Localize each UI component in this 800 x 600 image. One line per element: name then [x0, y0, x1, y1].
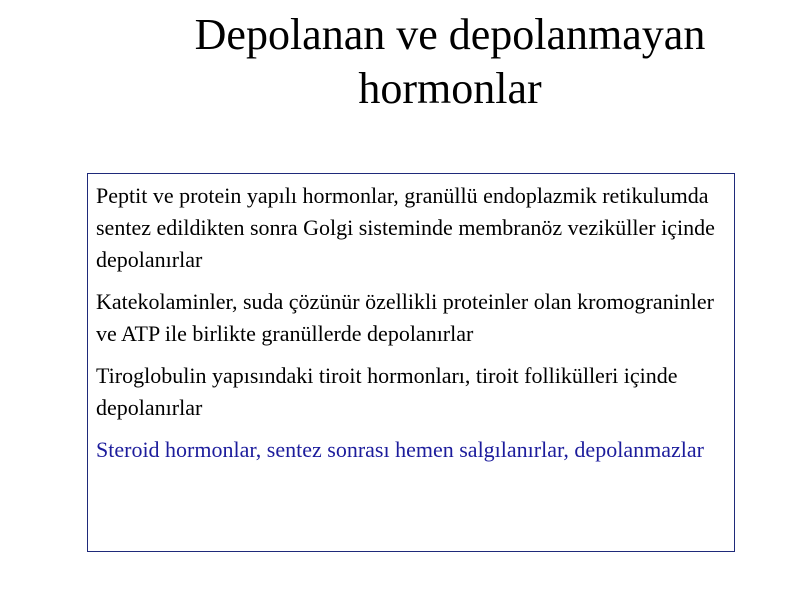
paragraph-peptide-hormones: Peptit ve protein yapılı hormonlar, granüllü endoplazmik retikulumda sentez edildikten sonra Golgi sisteminde membranöz veziküller içinde depolanırlar — [96, 183, 715, 272]
content-box — [87, 173, 735, 552]
paragraph-catecholamines: Katekolaminler, suda çözünür özellikli proteinler olan kromograninler ve ATP ile birlikte granüllerde depolanırlar — [96, 289, 714, 346]
paragraph-steroid-hormones: Steroid hormonlar, sentez sonrası hemen salgılanırlar, depolanmazlar — [96, 437, 704, 462]
paragraph-thyroid-hormones: Tiroglobulin yapısındaki tiroit hormonları, tiroit follikülleri içinde depolanırlar — [96, 363, 678, 420]
slide-title: Depolanan ve depolanmayan hormonlar — [194, 10, 706, 113]
